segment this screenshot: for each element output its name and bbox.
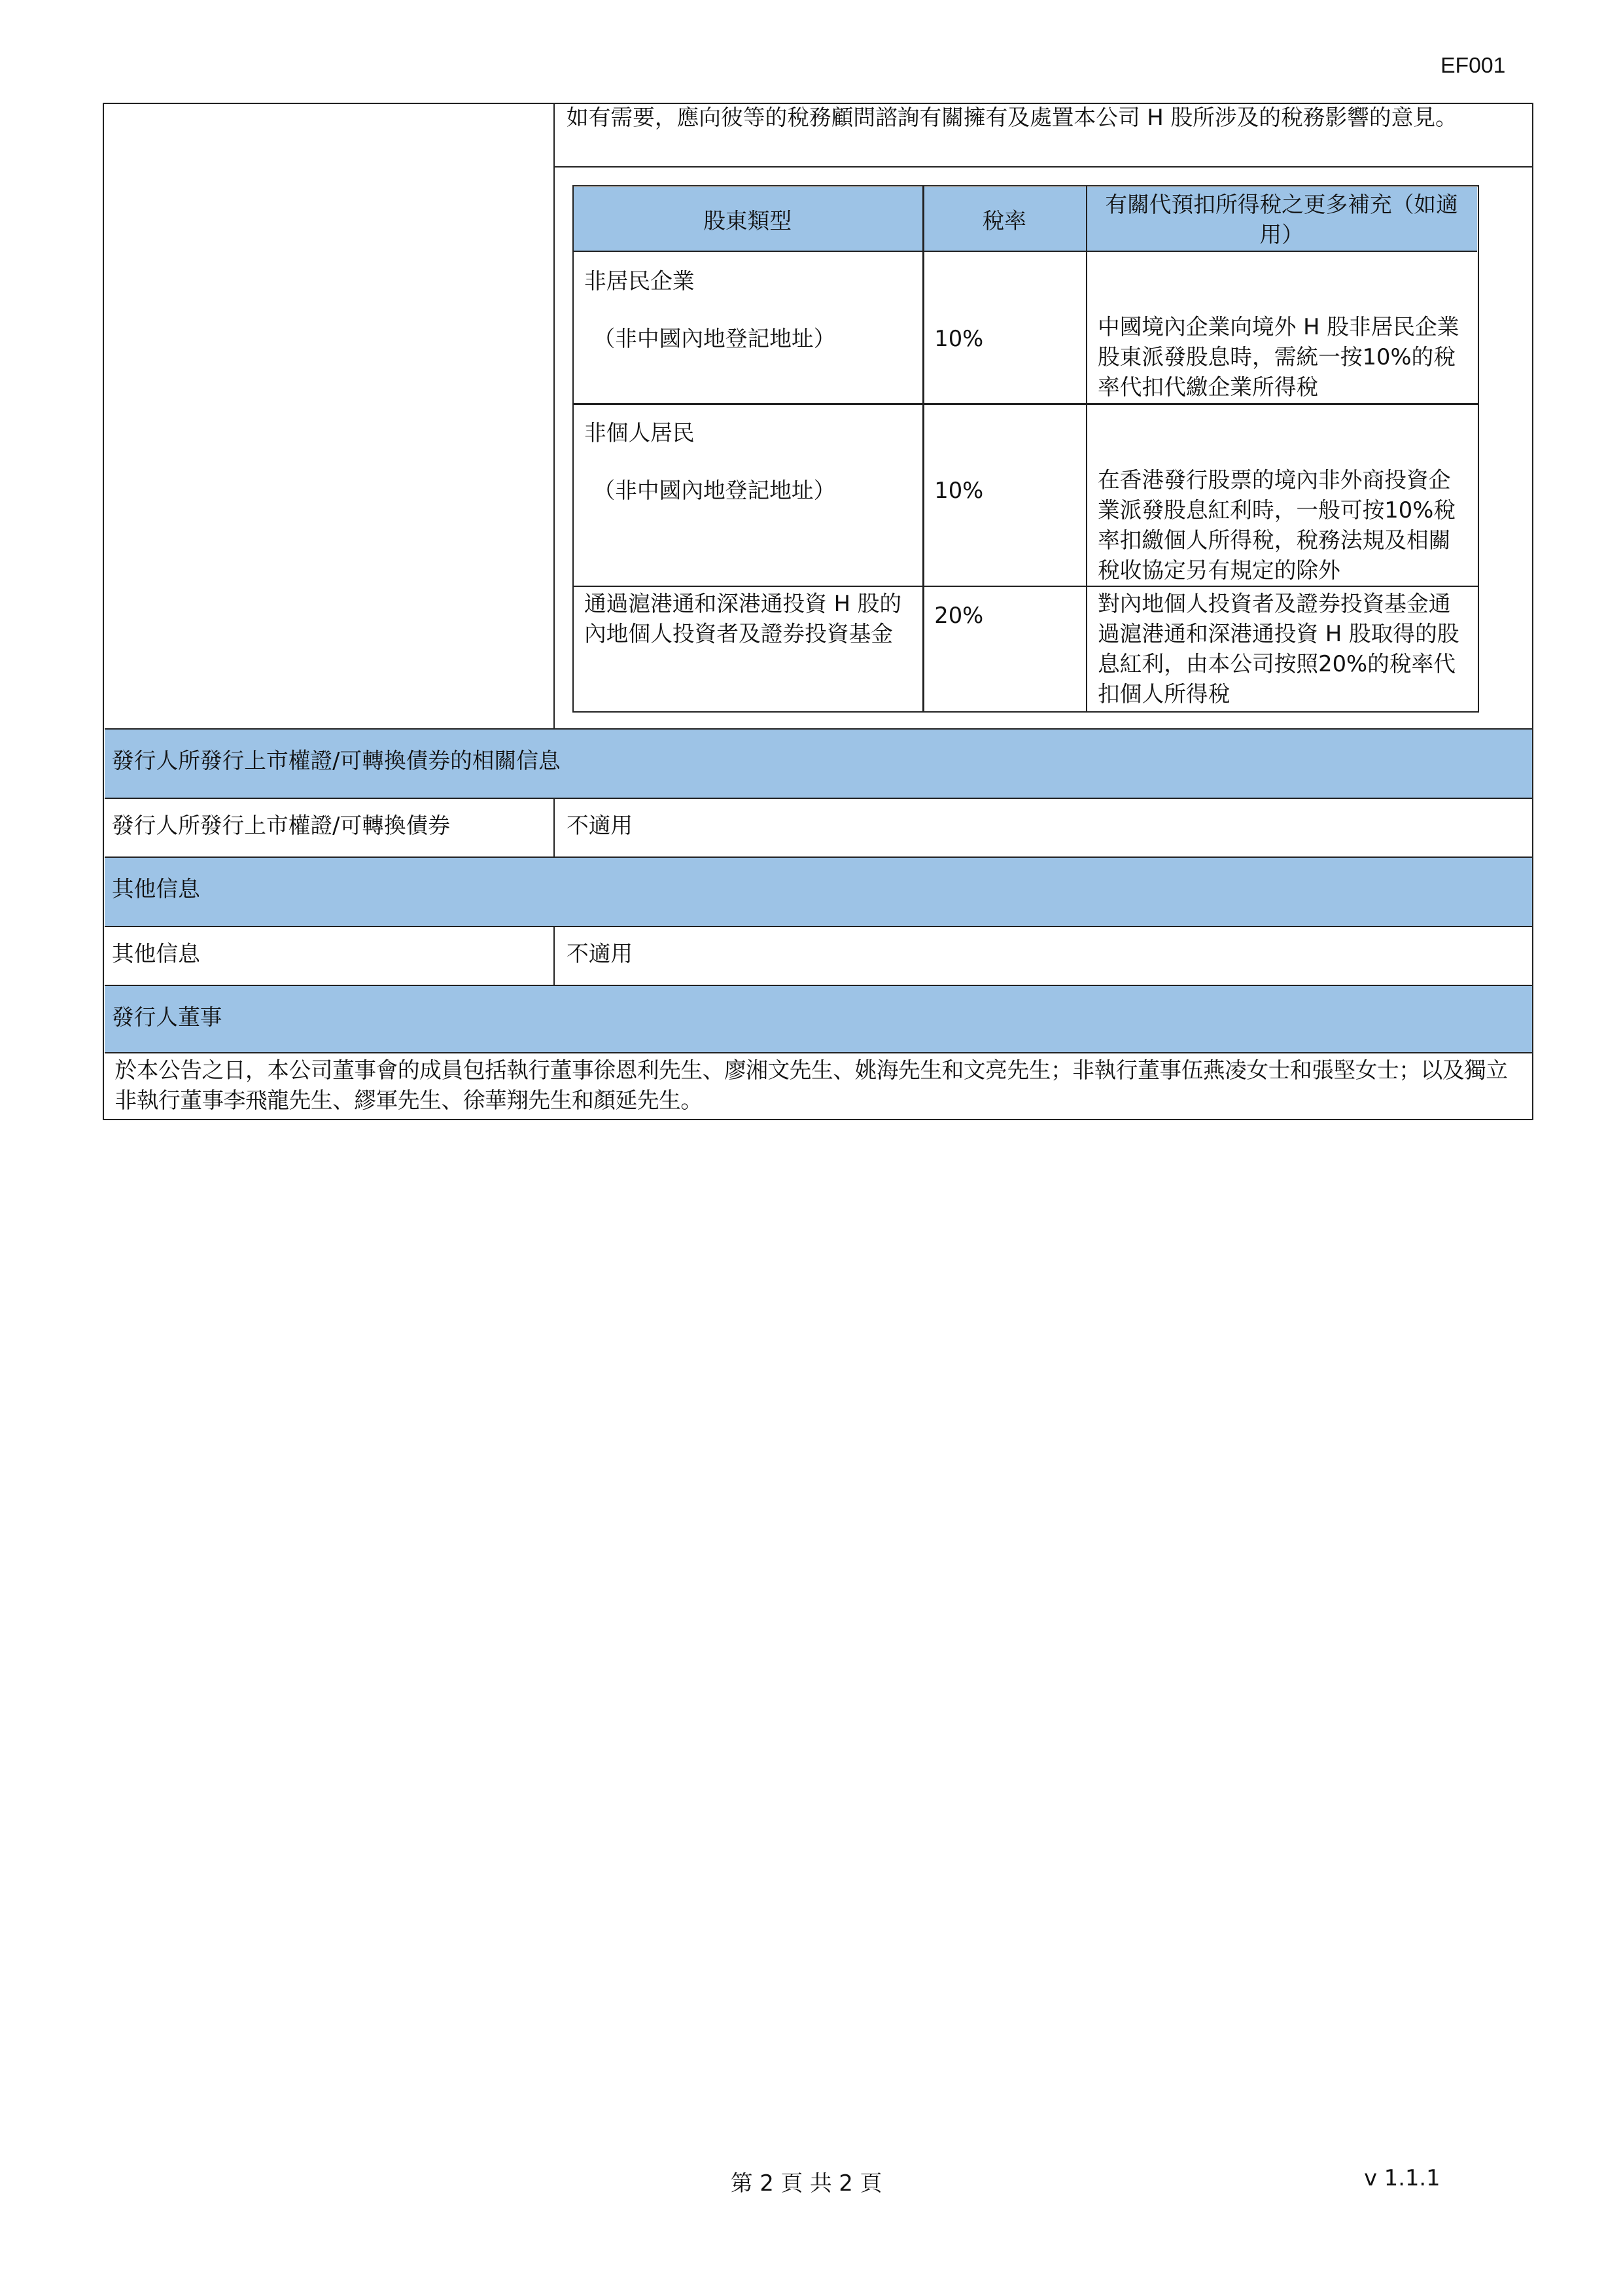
section-title-other: 其他信息: [111, 876, 200, 902]
header-notes: 有關代預扣所得稅之更多補充（如適用）: [1105, 192, 1458, 248]
row1-type: 非居民企業: [584, 268, 695, 294]
row1-rate: 10%: [934, 325, 984, 351]
section-title-directors: 發行人董事: [111, 1004, 222, 1030]
warrants-value: 不適用: [566, 813, 633, 839]
other-value: 不適用: [566, 941, 633, 967]
row2-rate: 10%: [934, 477, 984, 503]
column-divider: [553, 103, 555, 730]
row3-rate: 20%: [934, 602, 984, 628]
header-shareholder-type: 股東類型: [703, 207, 792, 234]
section-title-warrants: 發行人所發行上市權證/可轉換債券的相關信息: [111, 748, 561, 774]
row3-type: 通過滬港通和深港通投資 H 股的內地個人投資者及證券投資基金: [584, 590, 902, 646]
row3-note: 對內地個人投資者及證券投資基金通過滬港通和深港通投資 H 股取得的股息紅利，由本公司按照20%的稅率代扣個人所得稅: [1097, 590, 1459, 707]
row2-note: 在香港發行股票的境內非外商投資企業派發股息紅利時，一般可按10%稅率扣繳個人所得稅，稅務法規及相關稅收協定另有規定的除外: [1097, 467, 1456, 584]
page-number: 第 2 頁 共 2 頁: [730, 2170, 882, 2196]
directors-text: 於本公告之日，本公司董事會的成員包括執行董事徐恩利先生、廖湘文先生、姚海先生和文亮先生；非執行董事伍燕凌女士和張堅女士；以及獨立非執行董事李飛龍先生、繆軍先生、徐華翔先生和顏延先生。: [114, 1057, 1508, 1113]
row2-type-sub: （非中國內地登記地址）: [593, 477, 836, 503]
warrants-label: 發行人所發行上市權證/可轉換債券: [111, 813, 451, 839]
tax-note: 如有需要，應向彼等的稅務顧問諮詢有關擁有及處置本公司 H 股所涉及的稅務影響的意見。: [555, 103, 1532, 168]
version: v 1.1.1: [1364, 2164, 1440, 2191]
row1-note: 中國境內企業向境外 H 股非居民企業股東派發股息時，需統一按10%的稅率代扣代繳企業所得稅: [1097, 313, 1459, 400]
row1-type-sub: （非中國內地登記地址）: [593, 325, 836, 351]
form-code: EF001: [1440, 52, 1506, 78]
row2-type: 非個人居民: [584, 419, 695, 446]
other-label: 其他信息: [111, 941, 200, 967]
header-tax-rate: 稅率: [982, 207, 1026, 234]
